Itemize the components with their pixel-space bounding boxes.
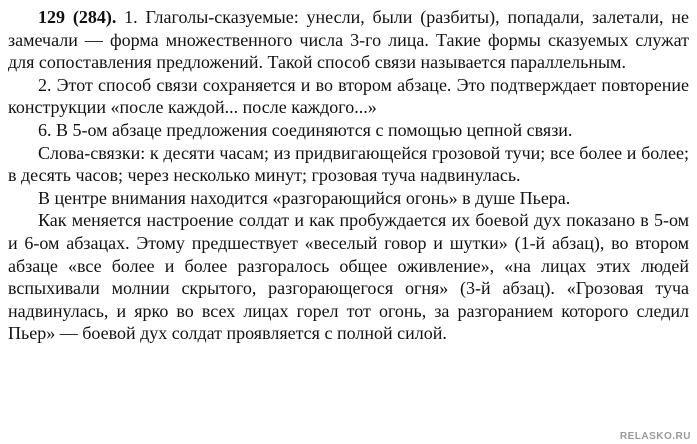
paragraph-4: Слова-связки: к десяти часам; из придвигающейся грозовой тучи; все более и более; в десять часов; через несколько минут; грозовая туча надвинулась. (8, 142, 689, 186)
paragraph-6: Как меняется настроение солдат и как пробуждается их боевой дух показано в 5-ом и 6-ом абзацах. Этому предшествует «веселый говор и шутки» (1-й абзац), во втором абзаце «все более и более разгоралось общее оживление», «на лицах этих людей вспыхивали молнии скрытого, разгорающегося огня» (3-й абзац). «Грозовая туча надвинулась, и ярко во всех лицах горел тот огонь, за разгоранием которого следил Пьер» — боевой дух солдат проявляется с полной силой. (8, 210, 689, 344)
exercise-number: 129 (284). (38, 7, 117, 27)
paragraph-3: 6. В 5-ом абзаце предложения соединяются с помощью цепной связи. (38, 119, 573, 140)
paragraph-5: В центре внимания находится «разгорающийся огонь» в душе Пьера. (38, 187, 571, 208)
watermark: RELASKO.RU (619, 431, 691, 442)
paragraph-1 (8, 6, 689, 74)
paragraph-2: 2. Этот способ связи сохраняется и во втором абзаце. Это подтверждает повторение конструкции «после каждой... после каждого...» (8, 74, 689, 118)
paragraph-1-text: 1. Глаголы-сказуемые: унесли, были (разбиты), попадали, залетали, не замечали — форма множественного числа 3-го лица. Такие формы сказуемых служат для сопоставления предложений. Такой способ связи называется параллельным. (8, 7, 689, 73)
